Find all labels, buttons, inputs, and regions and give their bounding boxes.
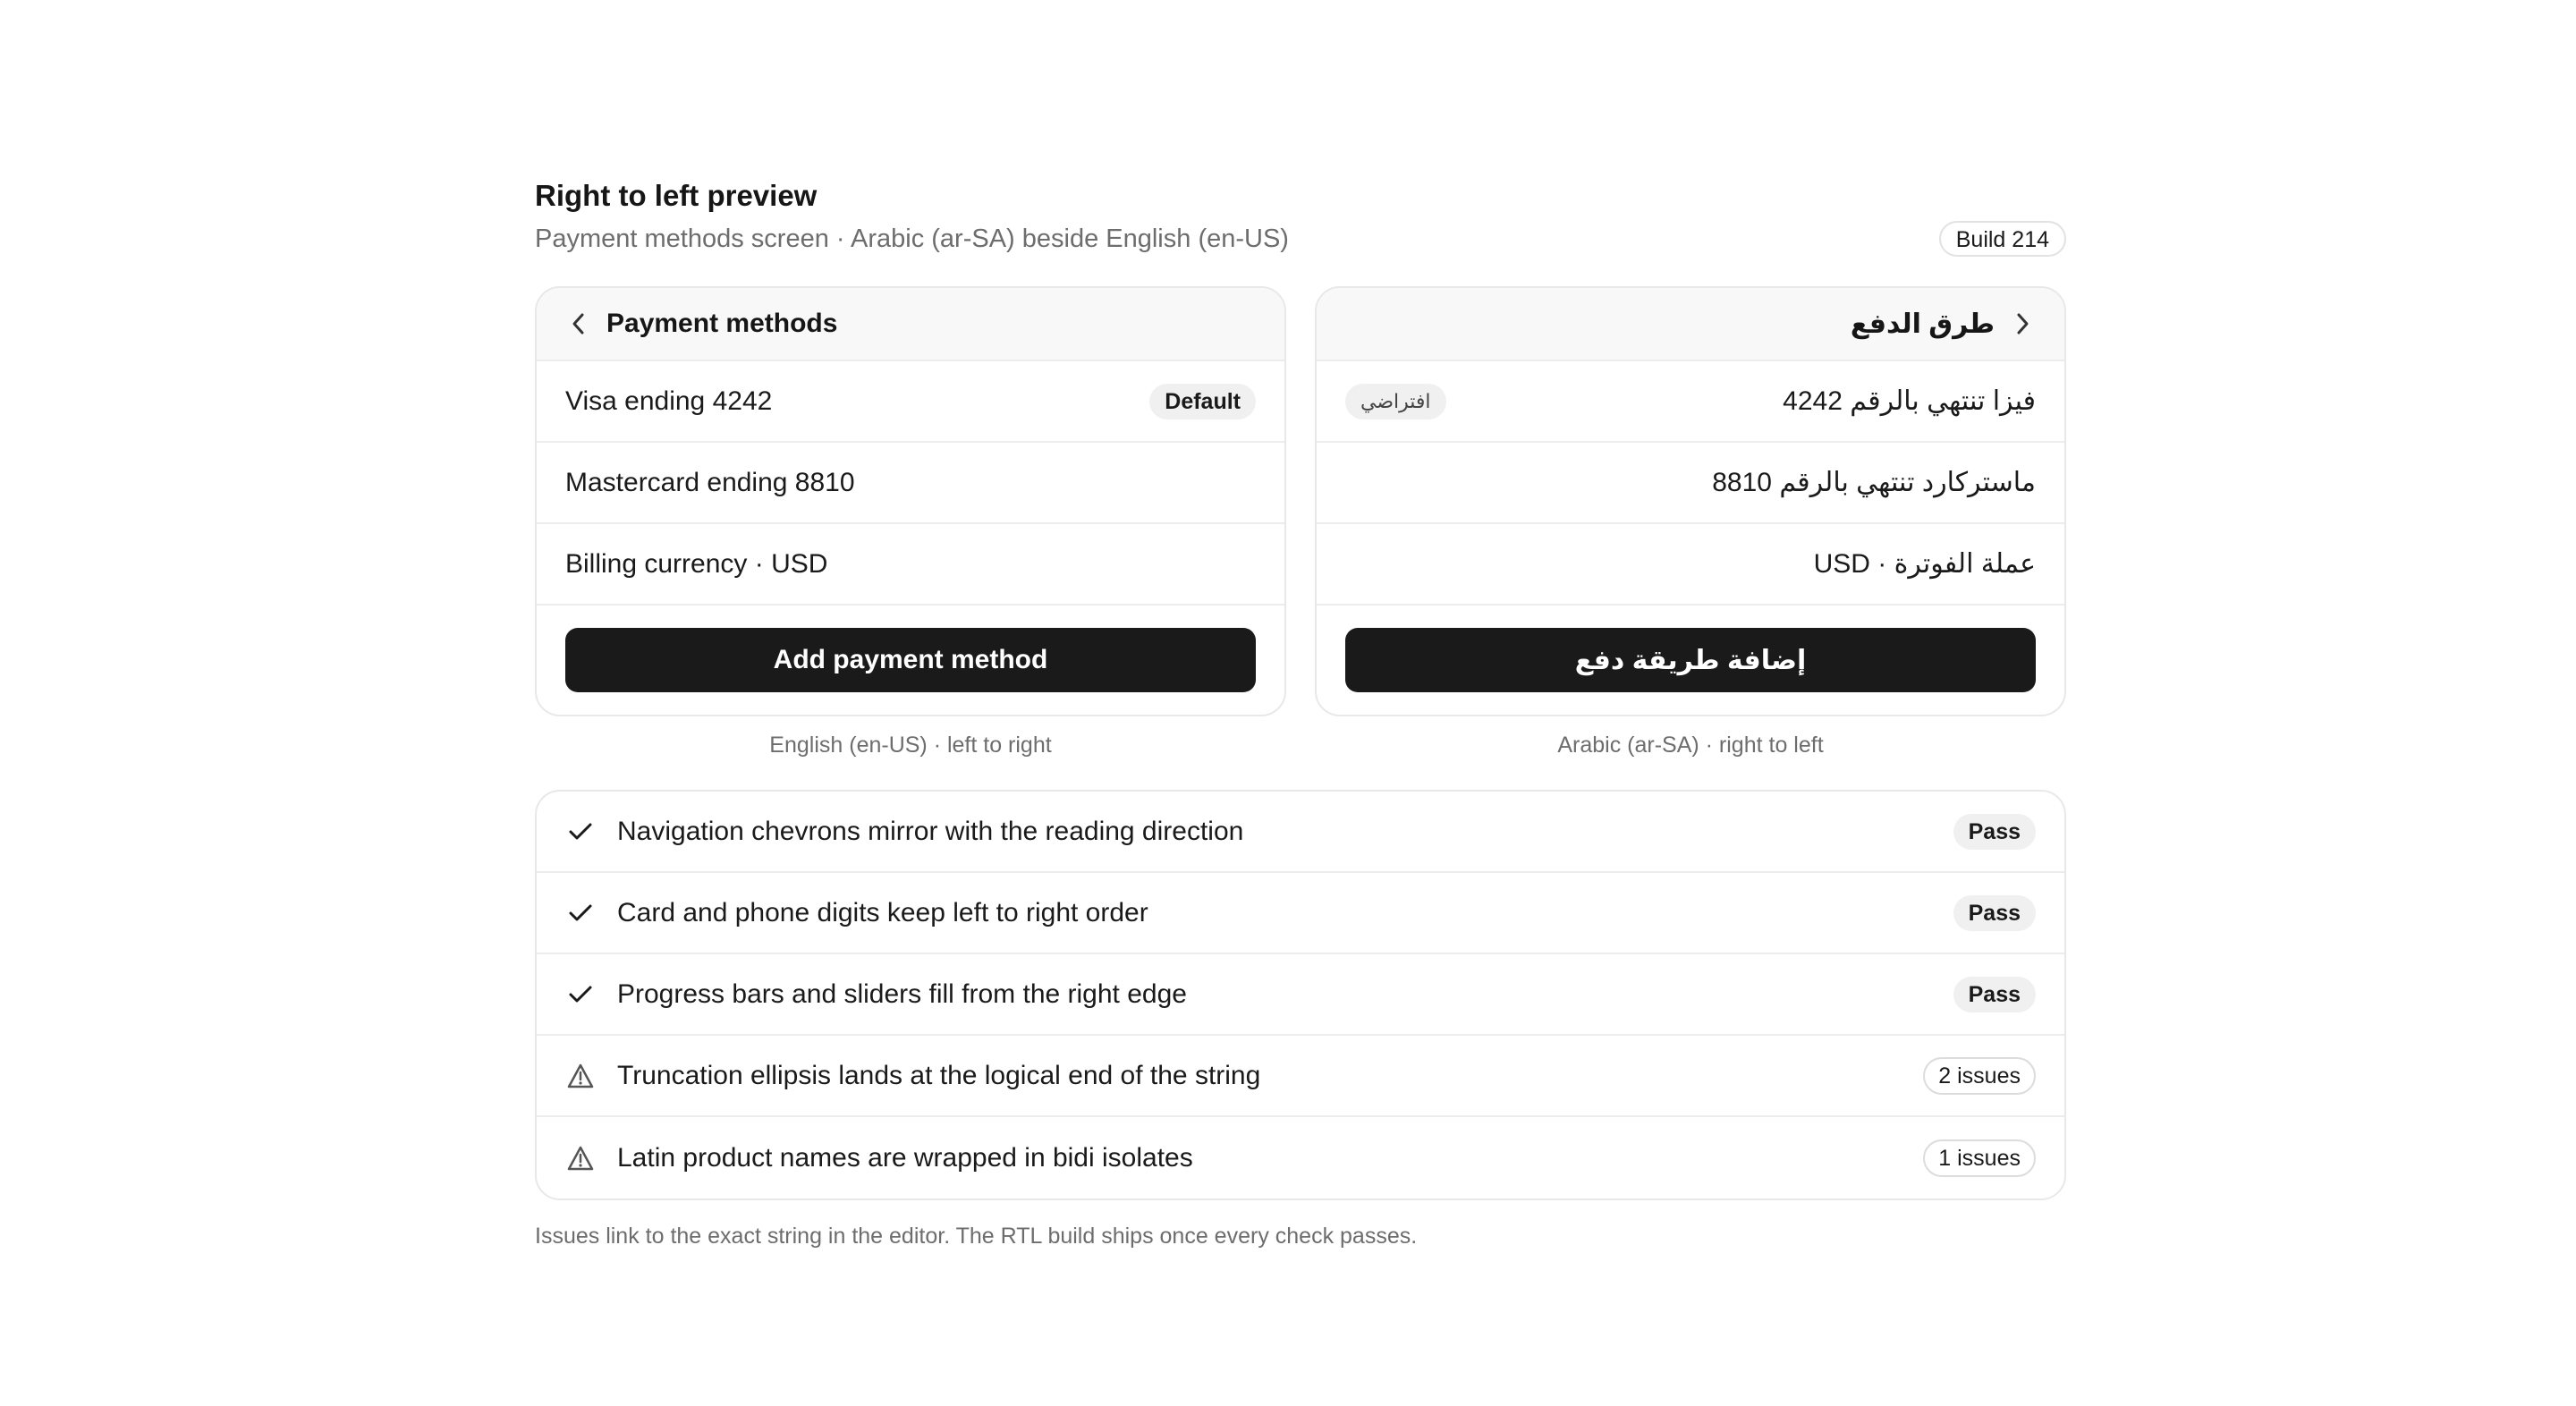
- rtl-preview-page: [535, 175, 2066, 1252]
- check-icon: [565, 817, 596, 847]
- arabic-title: طرق الدفع: [1850, 309, 1995, 339]
- card-label: فيزا تنتهي بالرقم 4242: [1783, 386, 2036, 416]
- warning-icon: [565, 1061, 596, 1091]
- check-icon: [565, 979, 596, 1010]
- arabic-panel: [1315, 286, 2066, 761]
- check-icon: [565, 898, 596, 928]
- check-row[interactable]: [537, 1117, 2064, 1198]
- build-badge: Build 214: [1939, 221, 2066, 257]
- list-item[interactable]: [537, 524, 1284, 606]
- subtitle-row: [535, 218, 2066, 259]
- check-label: Latin product names are wrapped in bidi isolates: [617, 1142, 1193, 1173]
- english-header: [537, 288, 1284, 361]
- english-title: Payment methods: [606, 309, 838, 338]
- check-label: Truncation ellipsis lands at the logical end of the string: [617, 1060, 1261, 1090]
- button-area: [537, 606, 1284, 715]
- card-label: ماستركارد تنتهي بالرقم 8810: [1712, 468, 2036, 497]
- status-badge: Pass: [1953, 814, 2036, 850]
- chevron-left-icon[interactable]: [565, 310, 592, 337]
- page-subtitle: Payment methods screen · Arabic (ar-SA) beside English (en-US): [535, 224, 1289, 253]
- arabic-header: [1317, 288, 2064, 361]
- preview-panels: [535, 286, 2066, 761]
- status-badge: Pass: [1953, 895, 2036, 931]
- check-label: Progress bars and sliders fill from the right edge: [617, 978, 1187, 1009]
- check-row[interactable]: [537, 873, 2064, 954]
- status-badge: Pass: [1953, 977, 2036, 1012]
- issues-badge[interactable]: 1 issues: [1923, 1139, 2036, 1177]
- check-label: Card and phone digits keep left to right order: [617, 897, 1148, 927]
- check-row[interactable]: [537, 1036, 2064, 1117]
- page-title: Right to left preview: [535, 179, 818, 212]
- default-badge: Default: [1149, 384, 1256, 419]
- list-item[interactable]: [1317, 524, 2064, 606]
- english-panel: [535, 286, 1286, 761]
- warning-icon: [565, 1143, 596, 1173]
- english-caption: English (en-US) · left to right: [769, 733, 1052, 758]
- list-item[interactable]: [1317, 361, 2064, 443]
- currency-label: Billing currency · USD: [565, 548, 828, 579]
- checks-list: [535, 790, 2066, 1200]
- card-label: Visa ending 4242: [565, 385, 773, 416]
- check-row[interactable]: [537, 954, 2064, 1036]
- add-payment-method-button-ar[interactable]: إضافة طريقة دفع: [1345, 628, 2036, 692]
- default-badge: افتراضي: [1345, 384, 1446, 419]
- list-item[interactable]: [537, 443, 1284, 524]
- check-label: Navigation chevrons mirror with the reading direction: [617, 816, 1244, 846]
- footnote: Issues link to the exact string in the editor. The RTL build ships once every check passes.: [535, 1224, 1418, 1249]
- add-payment-method-button[interactable]: Add payment method: [565, 628, 1256, 692]
- check-row[interactable]: [537, 792, 2064, 873]
- english-card: [535, 286, 1286, 716]
- currency-label: عملة الفوترة · USD: [1813, 549, 2036, 579]
- arabic-card: [1315, 286, 2066, 716]
- card-label: Mastercard ending 8810: [565, 467, 855, 497]
- button-area: [1317, 606, 2064, 715]
- list-item[interactable]: [537, 361, 1284, 443]
- list-item[interactable]: [1317, 443, 2064, 524]
- issues-badge[interactable]: 2 issues: [1923, 1057, 2036, 1095]
- chevron-right-icon[interactable]: [2009, 310, 2036, 337]
- arabic-caption: Arabic (ar-SA) · right to left: [1557, 733, 1824, 758]
